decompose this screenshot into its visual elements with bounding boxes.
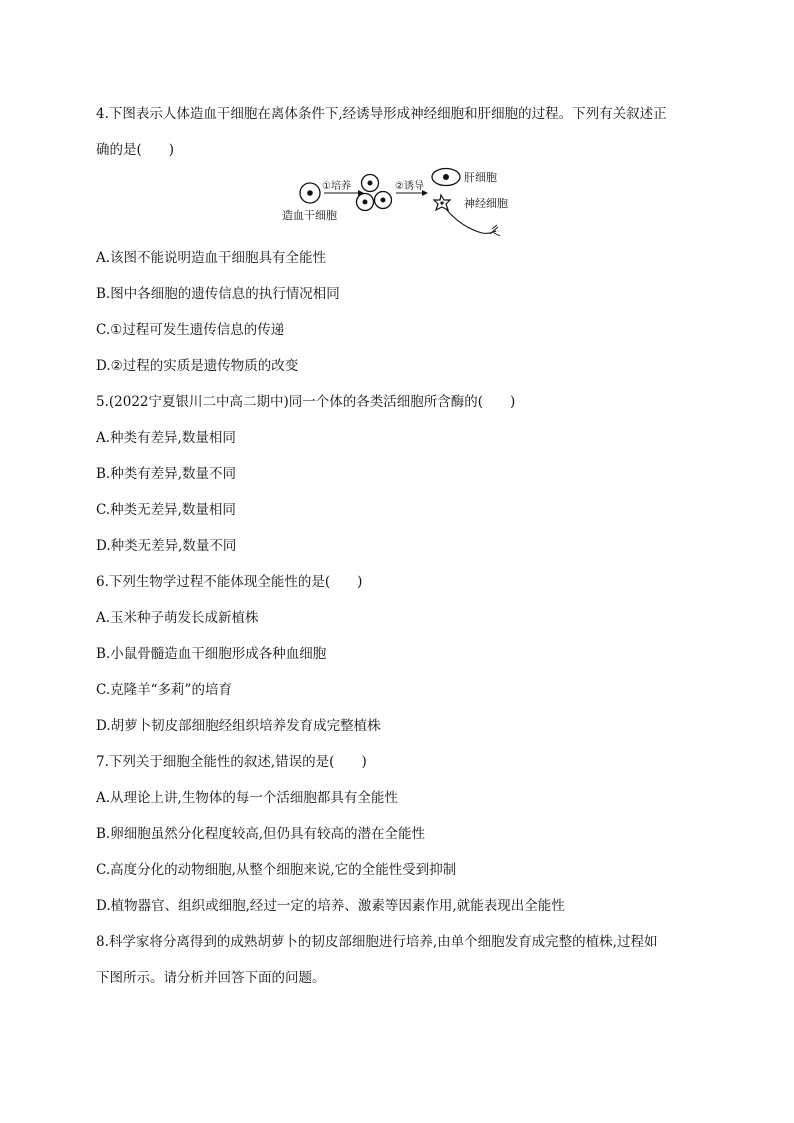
q5-option-c: C.种类无差异,数量相同 — [96, 502, 236, 518]
step1-label: ①培养 — [322, 181, 351, 192]
q5-option-b: B.种类有差异,数量不同 — [96, 466, 237, 482]
q6-option-b: B.小鼠骨髓造血干细胞形成各种血细胞 — [96, 646, 327, 662]
q4-option-b: B.图中各细胞的遗传信息的执行情况相同 — [96, 286, 340, 302]
liver-cell-icon — [432, 169, 460, 186]
q7-option-d: D.植物器官、组织或细胞,经过一定的培养、激素等因素作用,就能表现出全能性 — [96, 898, 565, 914]
q6-option-d: D.胡萝卜韧皮部细胞经组织培养发育成完整植株 — [96, 718, 381, 734]
liver-cell-label: 肝细胞 — [464, 171, 497, 184]
q6-option-a: A.玉米种子萌发长成新植株 — [96, 610, 259, 626]
q5-option-d: D.种类无差异,数量不同 — [96, 538, 237, 554]
question-5-stem: 5.(2022宁夏银川二中高二期中)同一个体的各类活细胞所含酶的( ) — [96, 394, 516, 410]
question-6-stem: 6.下列生物学过程不能体现全能性的是( ) — [96, 574, 363, 590]
q7-option-a: A.从理论上讲,生物体的每一个活细胞都具有全能性 — [96, 790, 398, 806]
q5-option-a: A.种类有差异,数量相同 — [96, 430, 236, 446]
figure-svg — [278, 163, 538, 243]
q4-option-c: C.①过程可发生遗传信息的传递 — [96, 322, 285, 338]
q4-option-a: A.该图不能说明造血干细胞具有全能性 — [96, 250, 327, 266]
nerve-cell-label: 神经细胞 — [464, 197, 508, 210]
q7-option-c: C.高度分化的动物细胞,从整个细胞来说,它的全能性受到抑制 — [96, 862, 457, 878]
question-4-stem-line2: 确的是( ) — [96, 142, 175, 158]
q6-option-c: C.克隆羊“多莉”的培育 — [96, 682, 232, 698]
cell-differentiation-figure — [278, 163, 538, 243]
question-7-stem: 7.下列关于细胞全能性的叙述,错误的是( ) — [96, 754, 367, 770]
question-8-stem-line1: 8.科学家将分离得到的成熟胡萝卜的韧皮部细胞进行培养,由单个细胞发育成完整的植株,过程如 — [96, 934, 658, 950]
q4-option-d: D.②过程的实质是遗传物质的改变 — [96, 358, 299, 374]
q7-option-b: B.卵细胞虽然分化程度较高,但仍具有较高的潜在全能性 — [96, 826, 426, 842]
question-8-stem-line2: 下图所示。请分析并回答下面的问题。 — [96, 970, 326, 986]
step2-label: ②诱导 — [395, 181, 424, 192]
question-4-stem-line1: 4.下图表示人体造血干细胞在离体条件下,经诱导形成神经细胞和肝细胞的过程。下列有关叙述正 — [96, 106, 667, 122]
stem-cell-label: 造血干细胞 — [282, 209, 337, 222]
stem-cell-icon — [300, 183, 320, 203]
